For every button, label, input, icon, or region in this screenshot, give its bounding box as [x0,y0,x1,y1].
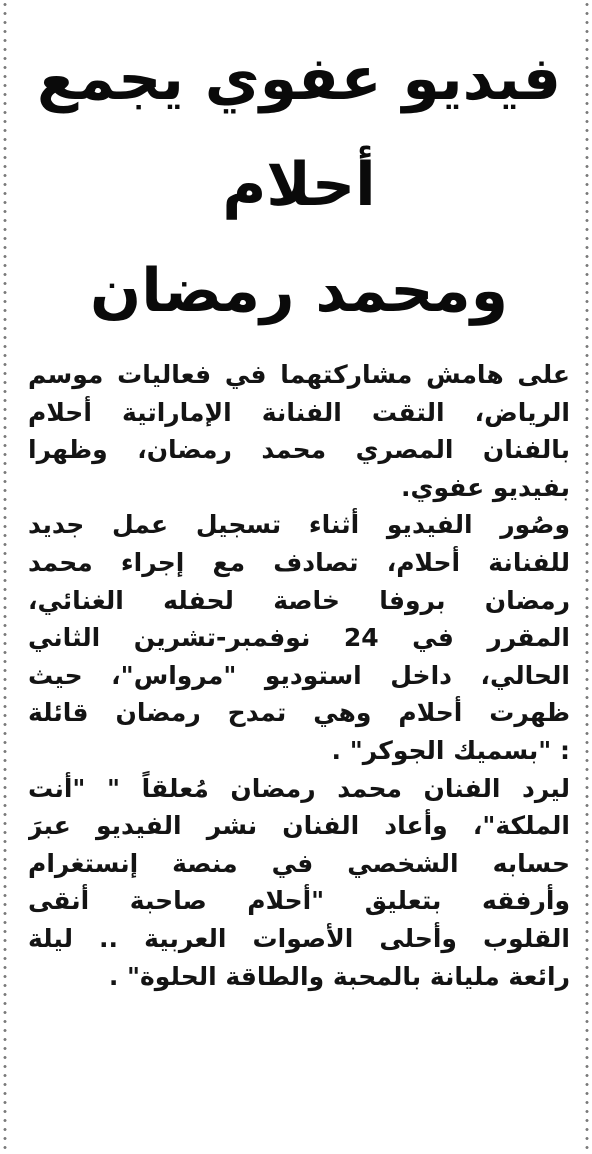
paragraph-2 [28,506,570,769]
paragraph-1 [28,356,570,506]
paragraph-line: بالفنان المصري محمد رمضان، وظهرا [28,435,570,465]
paragraph-line: الرياض، التقت الفنانة الإماراتية أحلام [28,397,570,427]
paragraph-line: للفنانة أحلام، تصادف مع إجراء محمد [28,547,570,577]
article-body [28,356,570,995]
paragraph-line: رائعة مليانة بالمحبة والطاقة الحلوة" . [108,961,570,991]
paragraph-line: على هامش مشاركتهما في فعاليات موسم [28,360,570,389]
paragraph-line: ليرد الفنان محمد رمضان مُعلقاً " "أنت [28,773,570,803]
paragraph-3 [28,770,570,996]
paragraph-line: بفيديو عفوي. [401,472,570,502]
paragraph-line: الملكة"، وأعاد الفنان نشر الفيديو عبرَ [28,811,570,841]
paragraph-line: القلوب وأحلى الأصوات العربية .. ليلة [28,923,570,953]
headline-line-1: فيديو عفوي يجمع أحلام [36,44,562,220]
paragraph-line: وأرفقه بتعليق "أحلام صاحبة أنقى [28,886,570,916]
article-headline [28,26,570,344]
headline-line-2: ومحمد رمضان [89,256,508,326]
paragraph-line: رمضان بروفا خاصة لحفله الغنائي، [28,585,570,615]
paragraph-line: المقرر في 24 نوفمبر-تشرين الثاني [28,623,570,653]
paragraph-line: وصُور الفيديو أثناء تسجيل عمل جديد [28,510,570,540]
paragraph-line: حسابه الشخصي في منصة إنستغرام [28,848,570,878]
right-dotted-border [585,0,589,1154]
left-dotted-border [3,0,7,1154]
paragraph-line: : "بسميك الجوكر" . [331,735,570,765]
news-article [28,26,570,995]
paragraph-line: الحالي، داخل استوديو "مرواس"، حيث [28,660,570,690]
paragraph-line: ظهرت أحلام وهي تمدح رمضان قائلة [28,698,570,728]
